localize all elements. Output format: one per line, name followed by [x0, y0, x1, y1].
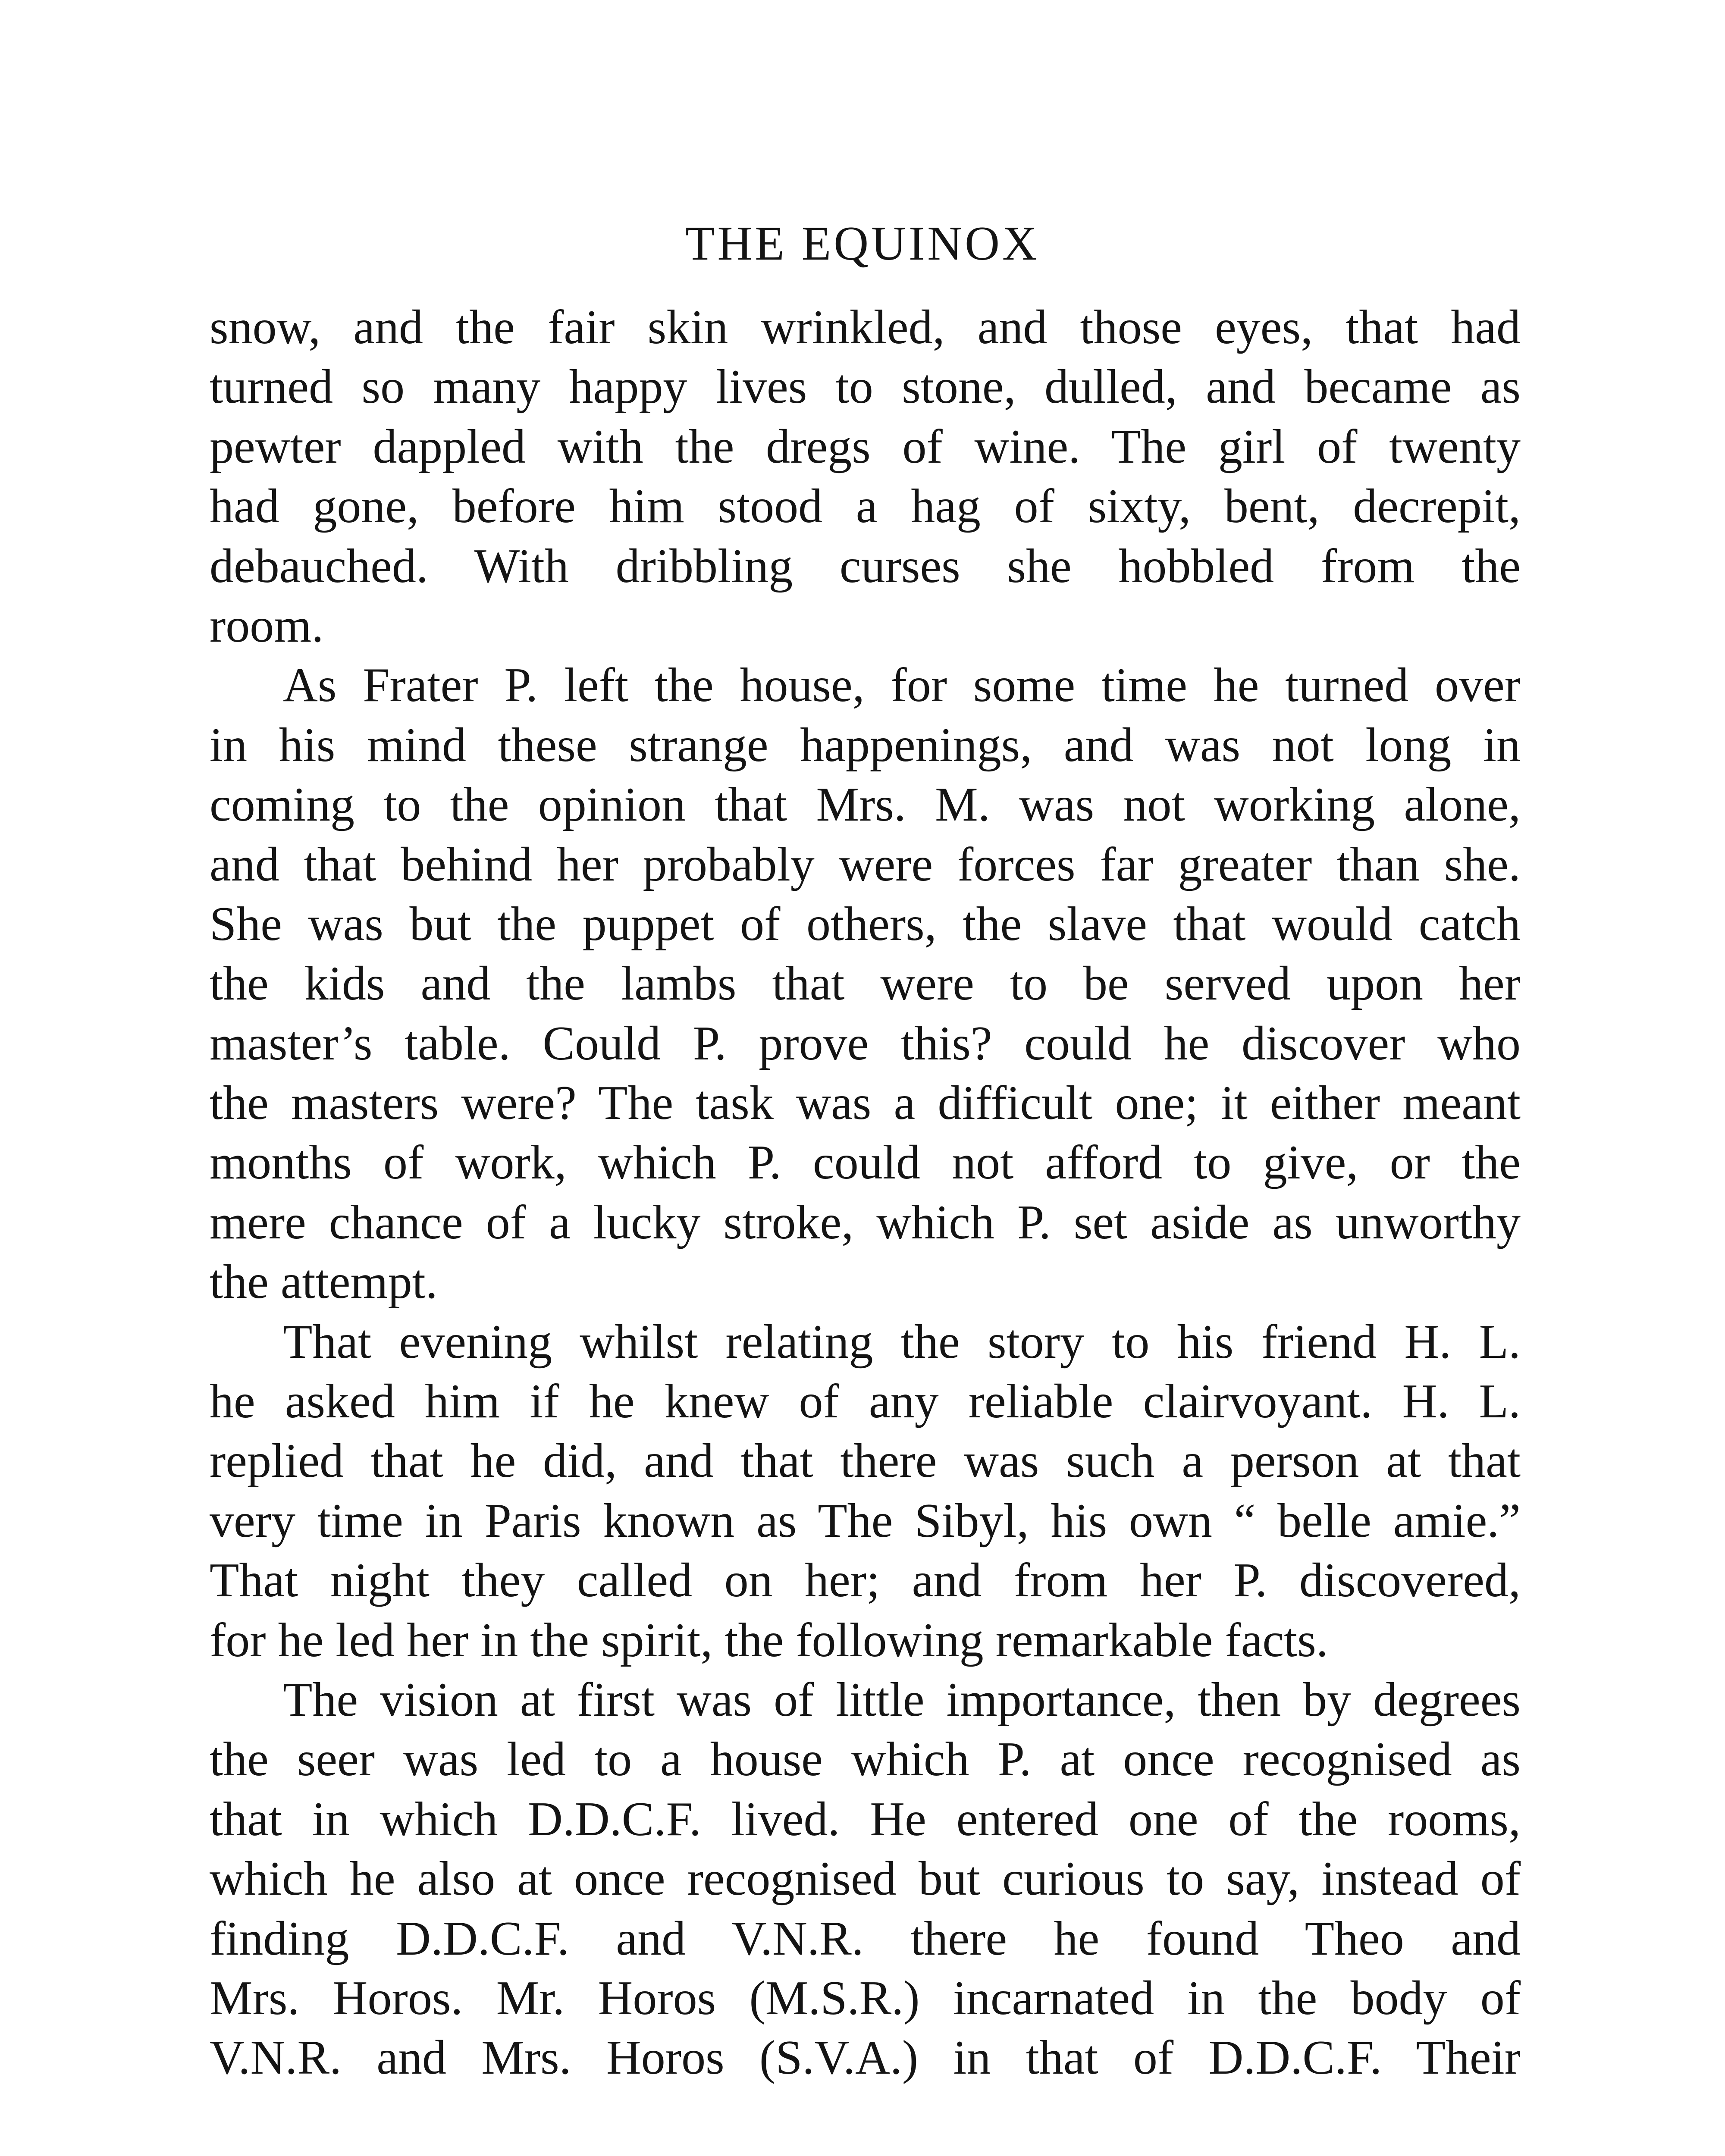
text-line: coming to the opinion that Mrs. M. was not working alone,	[210, 778, 1521, 832]
text-line: very time in Paris known as The Sibyl, his own “ belle amie.”	[210, 1494, 1521, 1548]
paragraph-first-line: As Frater P. left the house, for some time he turned over	[283, 658, 1521, 712]
text-line: debauched. With dribbling curses she hobbled from the	[210, 539, 1521, 593]
text-line: months of work, which P. could not afford to give, or the	[210, 1136, 1521, 1190]
text-line: replied that he did, and that there was such a person at that	[210, 1434, 1521, 1488]
text-line: which he also at once recognised but curious to say, instead of	[210, 1852, 1521, 1906]
text-line: room.	[210, 599, 324, 652]
paragraph-first-line: That evening whilst relating the story to his friend H. L.	[283, 1315, 1521, 1369]
paragraph-first-line: The vision at first was of little importance, then by degrees	[283, 1673, 1521, 1727]
text-line: the masters were? The task was a difficult one; it either meant	[210, 1076, 1521, 1130]
text-line: for he led her in the spirit, the following remarkable facts.	[210, 1613, 1328, 1667]
running-title: THE EQUINOX	[685, 217, 1040, 270]
text-line: and that behind her probably were forces far greater than she.	[210, 837, 1521, 891]
text-line: mere chance of a lucky stroke, which P. set aside as unworthy	[210, 1195, 1521, 1249]
body-text	[210, 298, 1521, 2088]
text-line: the kids and the lambs that were to be served upon her	[210, 957, 1521, 1011]
text-line: She was but the puppet of others, the slave that would catch	[210, 897, 1521, 951]
text-line: That night they called on her; and from her P. discovered,	[210, 1554, 1521, 1608]
text-line: master’s table. Could P. prove this? could he discover who	[210, 1016, 1521, 1070]
text-line: the attempt.	[210, 1255, 438, 1309]
text-line: Mrs. Horos. Mr. Horos (M.S.R.) incarnated in the body of	[210, 1971, 1521, 2025]
text-line: V.N.R. and Mrs. Horos (S.V.A.) in that of D.D.C.F. Their	[210, 2031, 1521, 2085]
text-line: that in which D.D.C.F. lived. He entered one of the rooms,	[210, 1792, 1521, 1846]
text-line: snow, and the fair skin wrinkled, and those eyes, that had	[210, 301, 1521, 354]
text-line: had gone, before him stood a hag of sixty, bent, decrepit,	[210, 479, 1521, 533]
text-line: finding D.D.C.F. and V.N.R. there he found Theo and	[210, 1912, 1521, 1965]
text-line: pewter dappled with the dregs of wine. The girl of twenty	[210, 420, 1521, 473]
text-line: he asked him if he knew of any reliable clairvoyant. H. L.	[210, 1375, 1521, 1429]
text-line: in his mind these strange happenings, and was not long in	[210, 718, 1521, 772]
text-line: turned so many happy lives to stone, dulled, and became as	[210, 360, 1521, 414]
text-line: the seer was led to a house which P. at once recognised as	[210, 1733, 1521, 1786]
